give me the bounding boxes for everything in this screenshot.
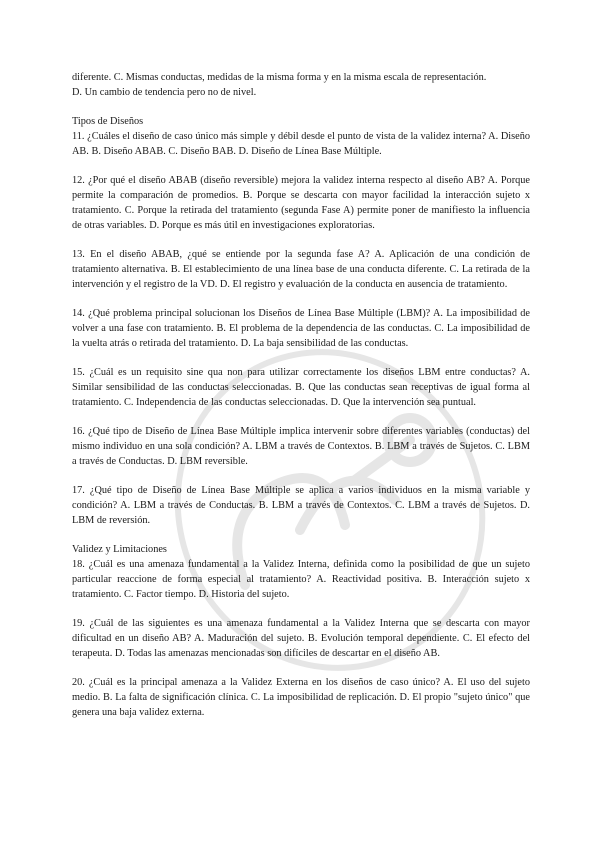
section-heading-tipos: Tipos de Diseños — [72, 116, 144, 127]
intro-line-2: D. Un cambio de tendencia pero no de nivel. — [72, 87, 257, 98]
question-14: 14. ¿Qué problema principal solucionan los Diseños de Línea Base Múltiple (LBM)? A. La imposibilidad de volver a una fase con tratamiento. B. El problema de la dependencia de las conductas. C. La imposibilidad de la vuelta atrás o retirada del tratamiento. D. La baja sensibilidad de las conductas. — [72, 308, 530, 349]
question-15: 15. ¿Cuál es un requisito sine qua non para utilizar correctamente los diseños LBM entre conductas? A. Similar sensibilidad de las conductas seleccionadas. B. Que las conductas sean receptivas de igual forma al tratamiento. C. Independencia de las conductas seleccionadas. D. Que la intervención sea puntual. — [72, 367, 530, 408]
question-19: 19. ¿Cuál de las siguientes es una amenaza fundamental a la Validez Interna que se descarta con mayor dificultad en un diseño AB? A. Maduración del sujeto. B. Evolución temporal dependiente. C. El efecto del terapeuta. D. Todas las amenazas mencionadas son difíciles de descartar en el diseño AB. — [72, 618, 530, 659]
intro-line-1: diferente. C. Mismas conductas, medidas de la misma forma y en la misma escala de representación. — [72, 72, 487, 83]
document-page — [72, 70, 530, 734]
question-13: 13. En el diseño ABAB, ¿qué se entiende por la segunda fase A? A. Aplicación de una condición de tratamiento alternativa. B. El establecimiento de una línea base de una conducta diferente. C. La retirada de la intervención y el registro de la VD. D. El registro y evaluación de la conducta en ausencia de tratamiento. — [72, 249, 530, 290]
question-16: 16. ¿Qué tipo de Diseño de Línea Base Múltiple implica intervenir sobre diferentes variables (conductas) del mismo individuo en una sola condición? A. LBM a través de Contextos. B. LBM a través de Sujetos. C. LBM a través de Conductas. D. LBM reversible. — [72, 426, 530, 467]
question-12: 12. ¿Por qué el diseño ABAB (diseño reversible) mejora la validez interna respecto al diseño AB? A. Porque permite la comparación de promedios. B. Porque se descarta con mayor facilidad la interacción sujeto x tratamiento. C. Porque la retirada del tratamiento (segunda Fase A) permite poner de manifiesto la influencia de otras variables. D. Porque es más útil en investigaciones exploratorias. — [72, 175, 530, 231]
question-11: 11. ¿Cuáles el diseño de caso único más simple y débil desde el punto de vista de la validez interna? A. Diseño AB. B. Diseño ABAB. C. Diseño BAB. D. Diseño de Línea Base Múltiple. — [72, 131, 530, 157]
question-18: 18. ¿Cuál es una amenaza fundamental a la Validez Interna, definida como la posibilidad de que un sujeto particular reaccione de forma especial al tratamiento? A. Reactividad positiva. B. Interacción sujeto x tratamiento. C. Factor tiempo. D. Historia del sujeto. — [72, 559, 530, 600]
question-20: 20. ¿Cuál es la principal amenaza a la Validez Externa en los diseños de caso único? A. El uso del sujeto medio. B. La falta de significación clínica. C. La imposibilidad de replicación. D. El propio "sujeto único" que genera una baja validez externa. — [72, 677, 530, 718]
section-heading-validez: Validez y Limitaciones — [72, 544, 167, 555]
question-17: 17. ¿Qué tipo de Diseño de Línea Base Múltiple se aplica a varios individuos en la misma variable y condición? A. LBM a través de Conductas. B. LBM a través de Contextos. C. LBM a través de Sujetos. D. LBM de reversión. — [72, 485, 530, 526]
